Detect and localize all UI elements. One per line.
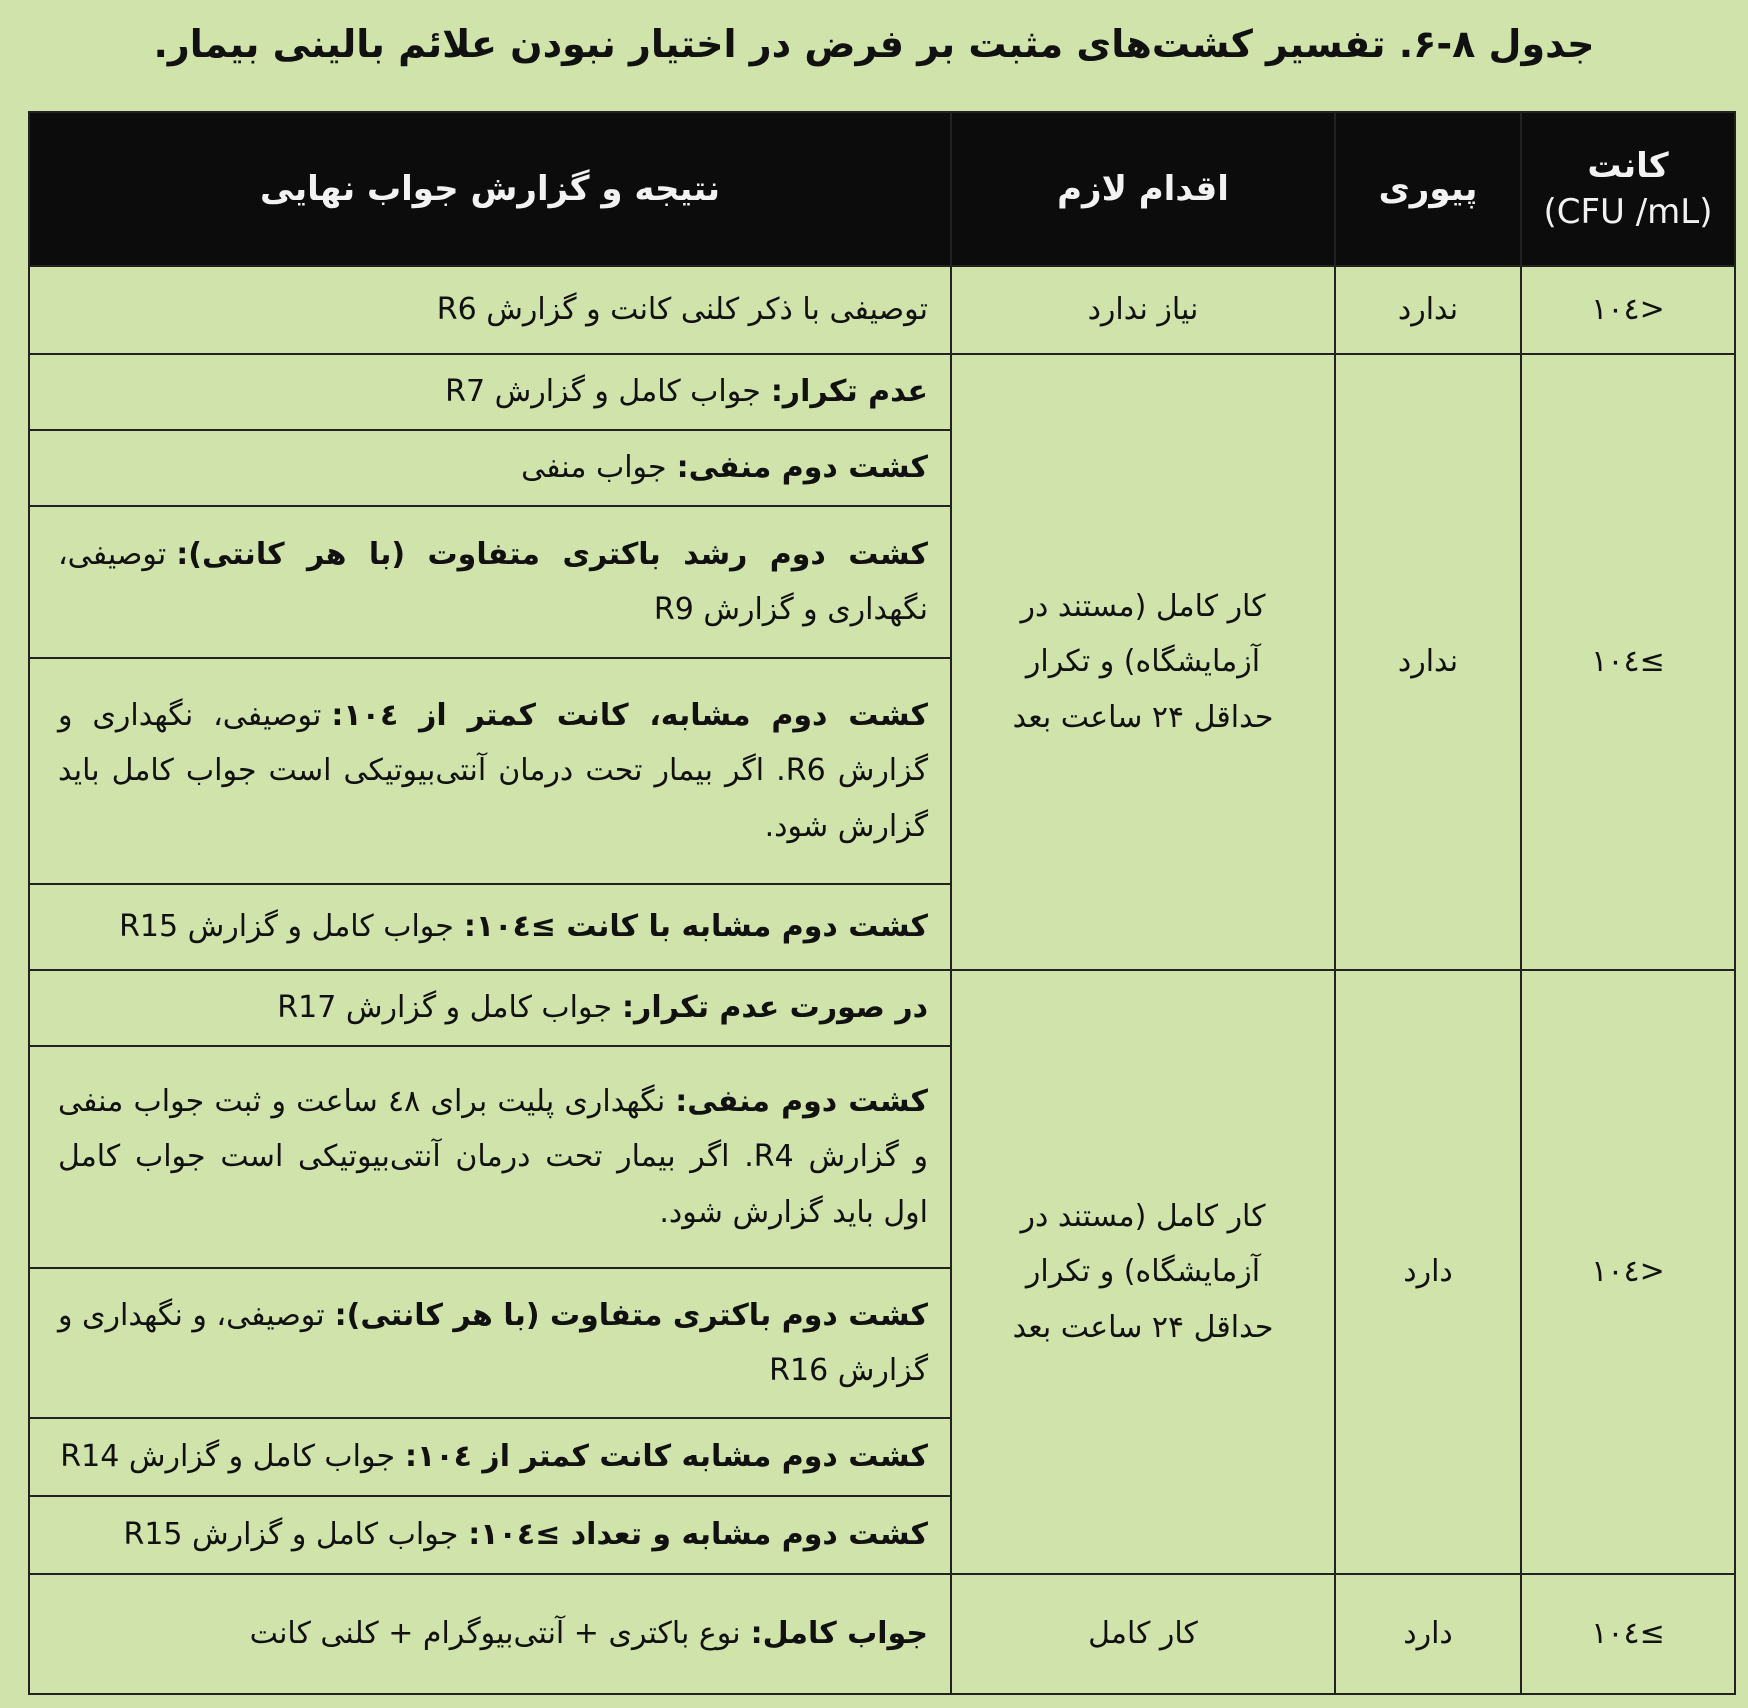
pyuria-cell: ندارد [1335,266,1521,354]
action-cell: کار کامل (مستند در آزمایشگاه) و تکرار حداقل ۲۴ ساعت بعد [951,970,1335,1574]
result-cell: کشت دوم مشابه کانت کمتر از ۱۰٤:جواب کامل و گزارش R14 [29,1418,951,1496]
header-pyuria: پیوری [1335,112,1521,266]
header-action: اقدام لازم [951,112,1335,266]
table-row [29,970,1735,1046]
result-cell: کشت دوم رشد باکتری متفاوت (با هر کانتی):توصیفی، نگهداری و گزارش R9 [29,506,951,658]
table-row [29,1574,1735,1694]
culture-interpretation-table [28,111,1736,1695]
count-cell: ≥۱۰٤ [1521,1574,1735,1694]
result-cell: کشت دوم منفی:نگهداری پلیت برای ٤۸ ساعت و ثبت جواب منفی و گزارش R4. اگر بیمار تحت درمان آنتی‌بیوتیکی است جواب کامل اول باید گزارش شود. [29,1046,951,1268]
result-cell: توصیفی با ذکر کلنی کانت و گزارش R6 [29,266,951,354]
pyuria-cell: ندارد [1335,354,1521,970]
action-cell: نیاز ندارد [951,266,1335,354]
header-count: کانت (CFU /mL) [1521,112,1735,266]
result-cell: کشت دوم منفی:جواب منفی [29,430,951,506]
result-cell: کشت دوم مشابه، کانت کمتر از ۱۰٤:توصیفی، نگهداری و گزارش R6. اگر بیمار تحت درمان آنتی‌بیوتیکی است جواب کامل باید گزارش شود. [29,658,951,884]
header-row [29,112,1735,266]
result-cell: در صورت عدم تکرار:جواب کامل و گزارش R17 [29,970,951,1046]
table-row [29,266,1735,354]
result-cell: کشت دوم باکتری متفاوت (با هر کانتی):توصیفی، و نگهداری و گزارش R16 [29,1268,951,1418]
pyuria-cell: دارد [1335,970,1521,1574]
header-result: نتیجه و گزارش جواب نهایی [29,112,951,266]
result-cell: کشت دوم مشابه با کانت ≥۱۰٤:جواب کامل و گزارش R15 [29,884,951,970]
result-cell: عدم تکرار:جواب کامل و گزارش R7 [29,354,951,430]
result-cell: جواب کامل:نوع باکتری + آنتی‌بیوگرام + کلنی کانت [29,1574,951,1694]
header-count-unit: (CFU /mL) [1543,192,1713,232]
table-title: جدول ۸-۶. تفسیر کشت‌های مثبت بر فرض در اختیار نبودن علائم بالینی بیمار. [153,22,1595,66]
count-cell: <۱۰٤ [1521,970,1735,1574]
action-cell: کار کامل (مستند در آزمایشگاه) و تکرار حداقل ۲۴ ساعت بعد [951,354,1335,970]
result-cell: کشت دوم مشابه و تعداد ≥۱۰٤:جواب کامل و گزارش R15 [29,1496,951,1574]
pyuria-cell: دارد [1335,1574,1521,1694]
table-row [29,354,1735,430]
count-cell: <۱۰٤ [1521,266,1735,354]
count-cell: ≥۱۰٤ [1521,354,1735,970]
action-cell: کار کامل [951,1574,1335,1694]
